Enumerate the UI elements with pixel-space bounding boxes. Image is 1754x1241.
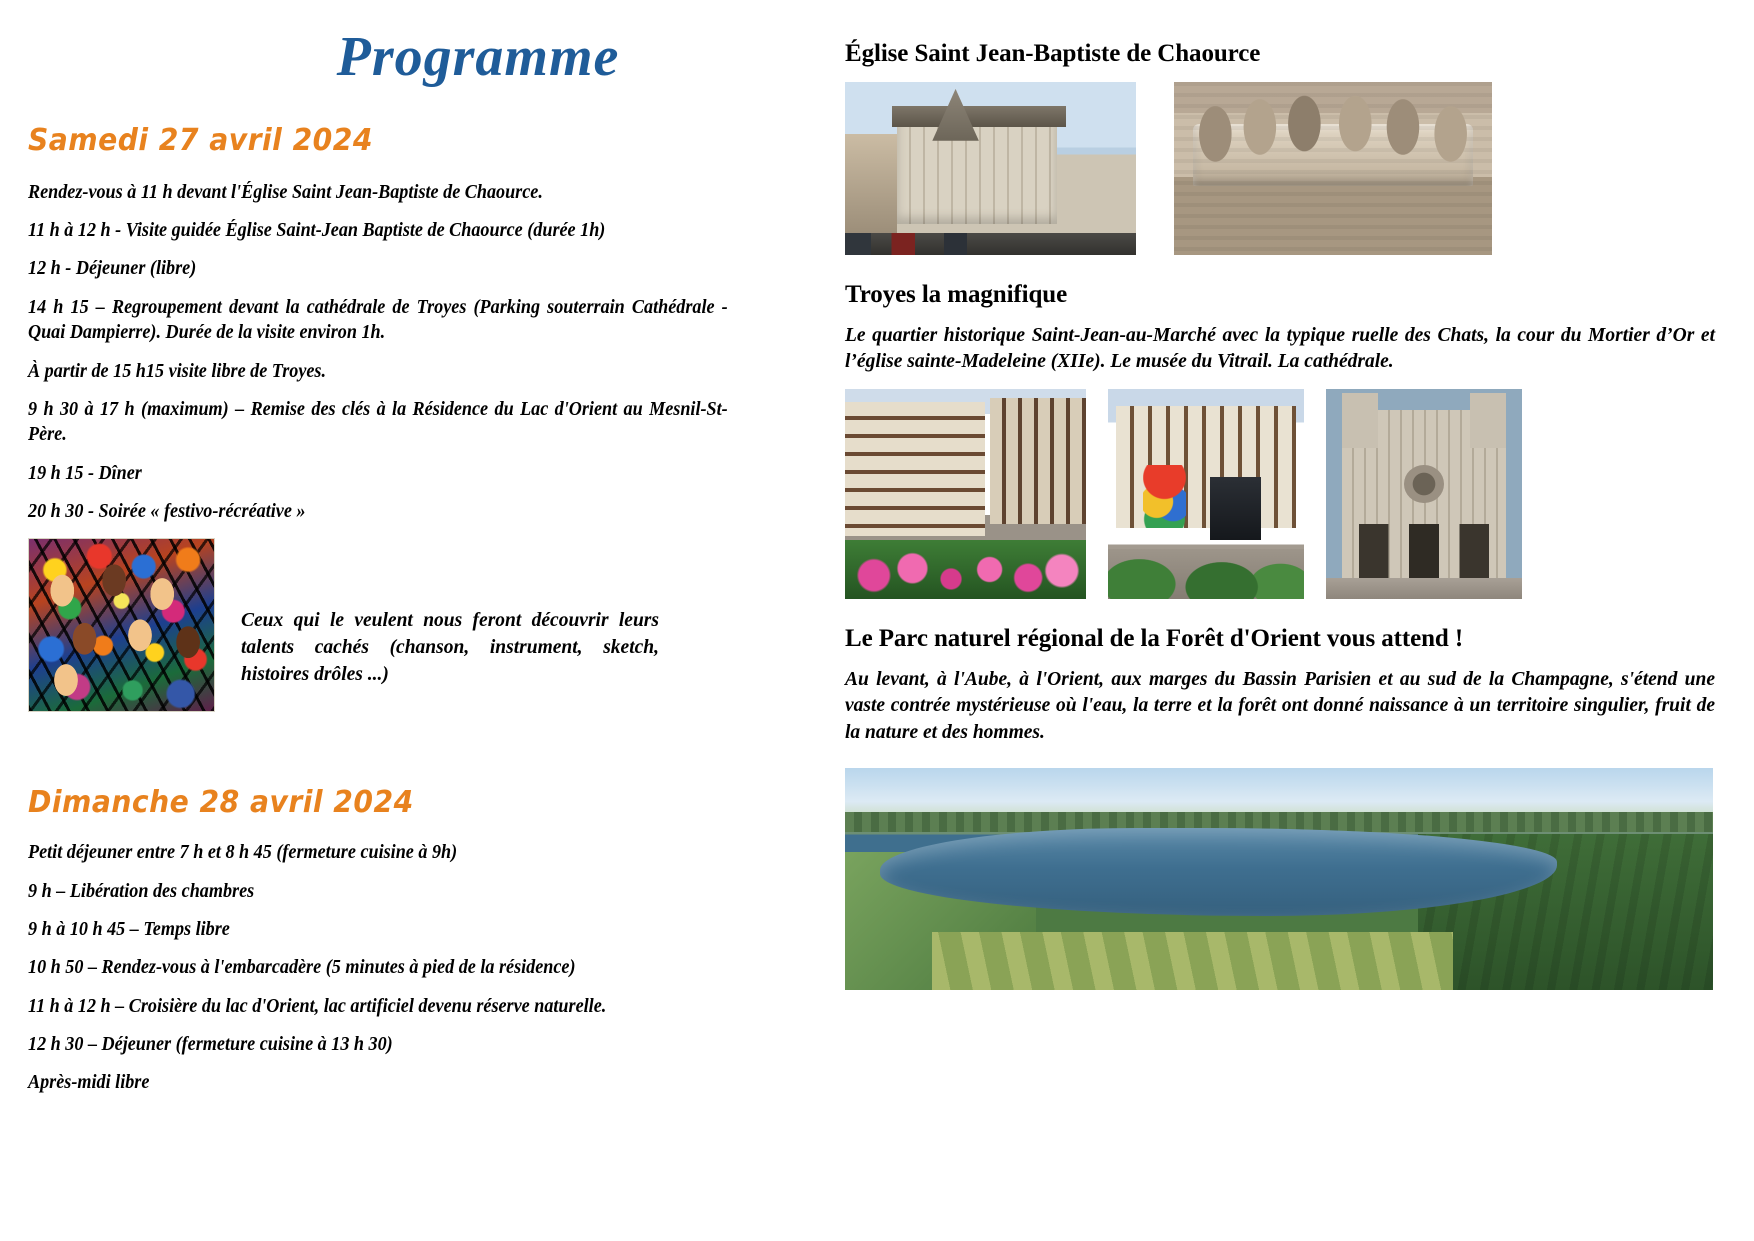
sunday-heading: Dimanche 28 avril 2024 — [28, 785, 414, 821]
schedule-item: 12 h 30 – Déjeuner (fermeture cuisine à 13 h 30) — [28, 1033, 393, 1055]
schedule-item: 11 h à 12 h - Visite guidée Église Saint-Jean Baptiste de Chaource (durée 1h) — [28, 220, 606, 242]
schedule-item: Après-midi libre — [28, 1072, 150, 1094]
right-column — [845, 40, 1715, 1220]
schedule-item: Petit déjeuner entre 7 h et 8 h 45 (fermeture cuisine à 9h) — [28, 842, 458, 864]
lake-fields-shape — [932, 932, 1453, 990]
street-cars-shape — [845, 233, 1136, 255]
page-title: Programme — [336, 26, 620, 88]
cathedral-rose-window-shape — [1404, 465, 1443, 503]
church-sidewall-shape — [845, 134, 897, 234]
painting-figures-layer — [29, 539, 214, 711]
schedule-item: 14 h 15 – Regroupement devant la cathédrale de Troyes (Parking souterrain Cathédrale - Quai Dampierre). Durée de la visite environ 1h. — [28, 296, 728, 344]
section-heading-parc-naturel: Le Parc naturel régional de la Forêt d'Orient vous attend ! — [845, 625, 1464, 653]
eglise-photo-row — [845, 82, 1715, 255]
cathedral-ground-shape — [1326, 578, 1522, 599]
schedule-item: 9 h à 10 h 45 – Temps libre — [28, 918, 230, 940]
ruelle-colombages-photo — [845, 389, 1086, 599]
maison-colombages-photo — [1108, 389, 1304, 599]
house-door-shape — [1210, 477, 1261, 540]
cathedrale-troyes-photo — [1326, 389, 1522, 599]
cathedral-portals-shape — [1350, 524, 1499, 579]
section-heading-eglise: Église Saint Jean-Baptiste de Chaource — [845, 40, 1261, 67]
artwork-caption-text: Ceux qui le veulent nous feront découvrir leurs talents cachés (chanson, instrument, sketch, histoires drôles ...) — [241, 609, 659, 685]
schedule-item: 11 h à 12 h – Croisière du lac d'Orient, lac artificiel devenu réserve naturelle. — [28, 995, 607, 1017]
artwork-caption-row — [28, 538, 788, 723]
crowd-painting-image — [28, 538, 215, 712]
schedule-item: 20 h 30 - Soirée « festivo-récréative » — [28, 500, 306, 522]
schedule-item: 9 h 30 à 17 h (maximum) – Remise des clés à la Résidence du Lac d'Orient au Mesnil-St-Père. — [28, 398, 728, 446]
lake-horizon-shape — [845, 768, 1713, 817]
schedule-item: 9 h – Libération des chambres — [28, 880, 255, 902]
church-roof-shape — [892, 106, 1067, 127]
saturday-heading: Samedi 27 avril 2024 — [28, 122, 373, 158]
schedule-item: À partir de 15 h15 visite libre de Troyes. — [28, 360, 327, 382]
sunday-schedule-list — [28, 840, 788, 1095]
eglise-exterieur-photo — [845, 82, 1136, 255]
troyes-photo-row — [845, 389, 1715, 599]
colorful-sculpture-shape — [1143, 465, 1186, 528]
cathedral-towers-shape — [1342, 393, 1507, 448]
mise-au-tombeau-sculpture-photo — [1174, 82, 1492, 255]
lac-orient-aerial-photo — [845, 768, 1713, 990]
schedule-item: Rendez-vous à 11 h devant l'Église Saint Jean-Baptiste de Chaource. — [28, 181, 543, 203]
schedule-item: 19 h 15 - Dîner — [28, 462, 142, 484]
schedule-item: 12 h - Déjeuner (libre) — [28, 258, 197, 280]
saturday-schedule-list — [28, 180, 788, 524]
street-flowers-shape — [845, 540, 1086, 599]
section-text-troyes: Le quartier historique Saint-Jean-au-Marché avec la typique ruelle des Chats, la cour du Mortier d’Or et l’église sainte-Madeleine (XIIe). Le musée du Vitrail. La cathédrale. — [845, 325, 1715, 373]
left-column — [28, 28, 788, 1213]
house-greenery-shape — [1108, 549, 1304, 599]
section-text-parc-naturel: Au levant, à l'Aube, à l'Orient, aux marges du Bassin Parisien et au sud de la Champagne, s'étend une vaste contrée mystérieuse où l'eau, la terre et la forêt ont donné naissance à un territoire singulier, fruit de la nature et des hommes. — [845, 669, 1715, 743]
section-heading-troyes: Troyes la magnifique — [845, 281, 1068, 308]
schedule-item: 10 h 50 – Rendez-vous à l'embarcadère (5 minutes à pied de la résidence) — [28, 957, 576, 979]
